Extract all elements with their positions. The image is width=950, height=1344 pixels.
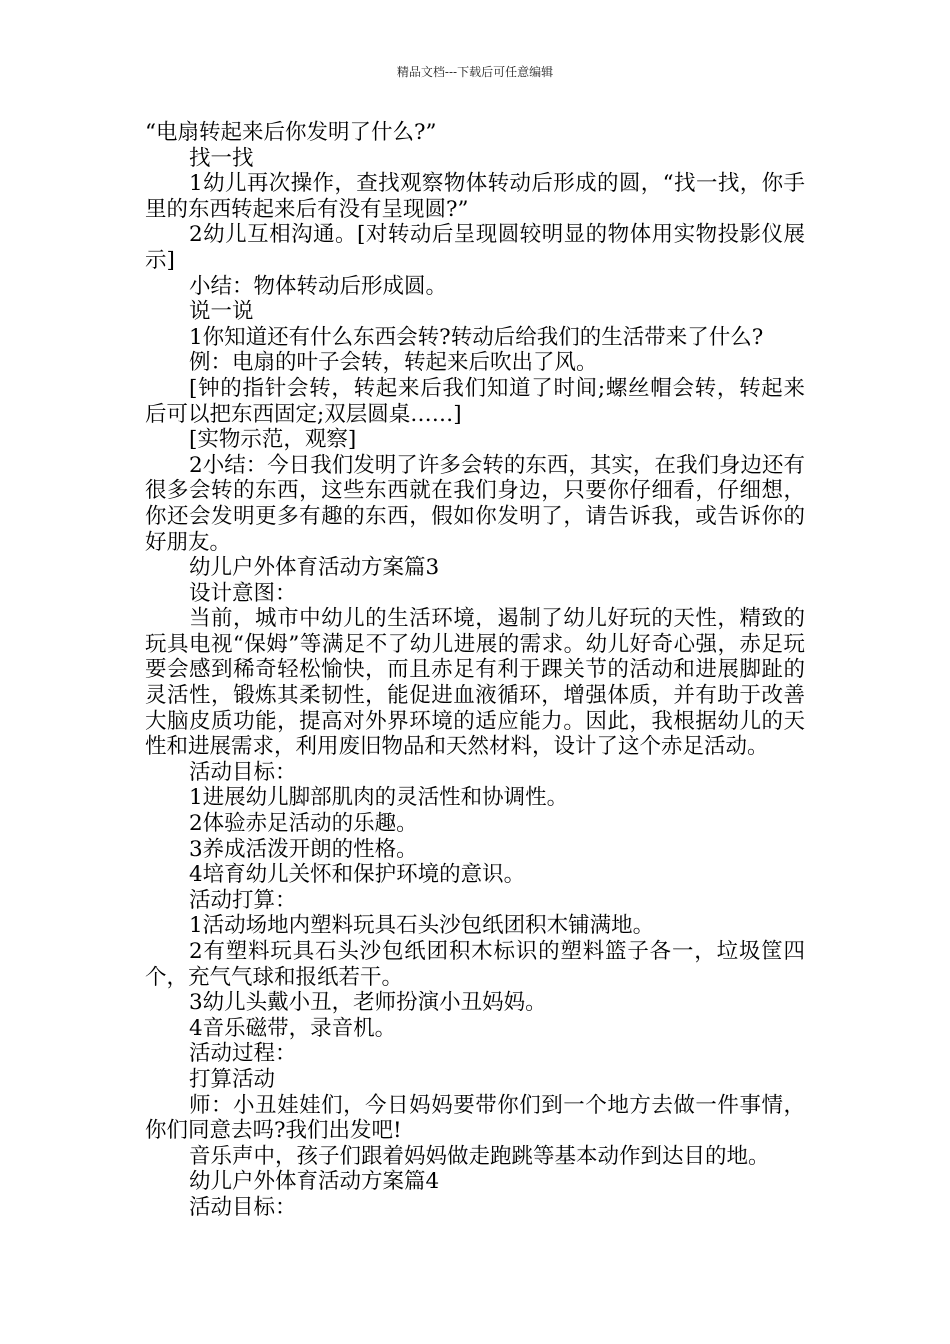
paragraph: 找一找: [189, 145, 254, 171]
section-heading: 幼儿户外体育活动方案篇4: [189, 1169, 440, 1195]
page-header: 精品文档---下载后可任意编辑: [396, 65, 554, 79]
paragraph: 活动目标：: [189, 759, 297, 785]
paragraph: 3养成活泼开朗的性格。: [189, 836, 418, 862]
paragraph: [钟的指针会转，转起来后我们知道了时间;螺丝帽会转，转起来后可以把东西固定;双层圆桌……]: [145, 375, 805, 427]
paragraph: 当前，城市中幼儿的生活环境，遏制了幼儿好玩的天性，精致的玩具电视“保姆”等满足不了幼儿进展的需求。幼儿好奇心强，赤足玩要会感到稀奇轻松愉快，而且赤足有利于踝关节的活动和进展脚趾的灵活性，锻炼其柔韧性，能促进血液循环，增强体质，并有助于改善大脑皮质功能，提高对外界环境的适应能力。因此，我根据幼儿的天性和进展需求，利用废旧物品和天然材料，设计了这个赤足活动。: [145, 606, 805, 760]
paragraph: 活动过程：: [189, 1041, 297, 1067]
paragraph: 2幼儿互相沟通。[对转动后呈现圆较明显的物体用实物投影仪展示]: [145, 222, 805, 273]
paragraph: “电扇转起来后你发明了什么?”: [145, 120, 437, 145]
paragraph: 音乐声中，孩子们跟着妈妈做走跑跳等基本动作到达目的地。: [189, 1143, 770, 1169]
paragraph: 说一说: [189, 299, 254, 325]
paragraph: [实物示范，观察]: [189, 427, 357, 453]
paragraph: 打算活动: [189, 1066, 276, 1092]
paragraph: 3幼儿头戴小丑，老师扮演小丑妈妈。: [189, 990, 547, 1016]
paragraph: 例：电扇的叶子会转，转起来后吹出了风。: [189, 350, 598, 376]
paragraph: 2有塑料玩具石头沙包纸团积木标识的塑料篮子各一，垃圾筐四个，充气气球和报纸若干。: [145, 939, 805, 990]
paragraph: 2小结：今日我们发明了许多会转的东西，其实，在我们身边还有很多会转的东西，这些东西就在我们身边，只要你仔细看，仔细想，你还会发明更多有趣的东西，假如你发明了，请告诉我，或告诉你的好朋友。: [145, 452, 805, 555]
paragraph: 师：小丑娃娃们，今日妈妈要带你们到一个地方去做一件事情，你们同意去吗?我们出发吧!: [145, 1092, 805, 1144]
paragraph: 4培育幼儿关怀和保护环境的意识。: [189, 862, 526, 888]
paragraph: 2体验赤足活动的乐趣。: [189, 811, 418, 837]
paragraph: 1进展幼儿脚部肌肉的灵活性和协调性。: [189, 785, 569, 811]
paragraph: 活动打算：: [189, 887, 297, 913]
paragraph: 小结：物体转动后形成圆。: [189, 273, 448, 299]
paragraph: 1幼儿再次操作，查找观察物体转动后形成的圆，“找一找，你手里的东西转起来后有没有呈现圆?”: [145, 171, 805, 222]
paragraph: 设计意图：: [189, 580, 297, 606]
paragraph: 1你知道还有什么东西会转?转动后给我们的生活带来了什么?: [189, 324, 764, 350]
paragraph: 活动目标：: [189, 1194, 297, 1220]
paragraph: 1活动场地内塑料玩具石头沙包纸团积木铺满地。: [189, 913, 655, 939]
section-heading: 幼儿户外体育活动方案篇3: [189, 555, 440, 581]
paragraph: 4音乐磁带，录音机。: [189, 1015, 397, 1041]
document-body: [145, 120, 805, 1221]
